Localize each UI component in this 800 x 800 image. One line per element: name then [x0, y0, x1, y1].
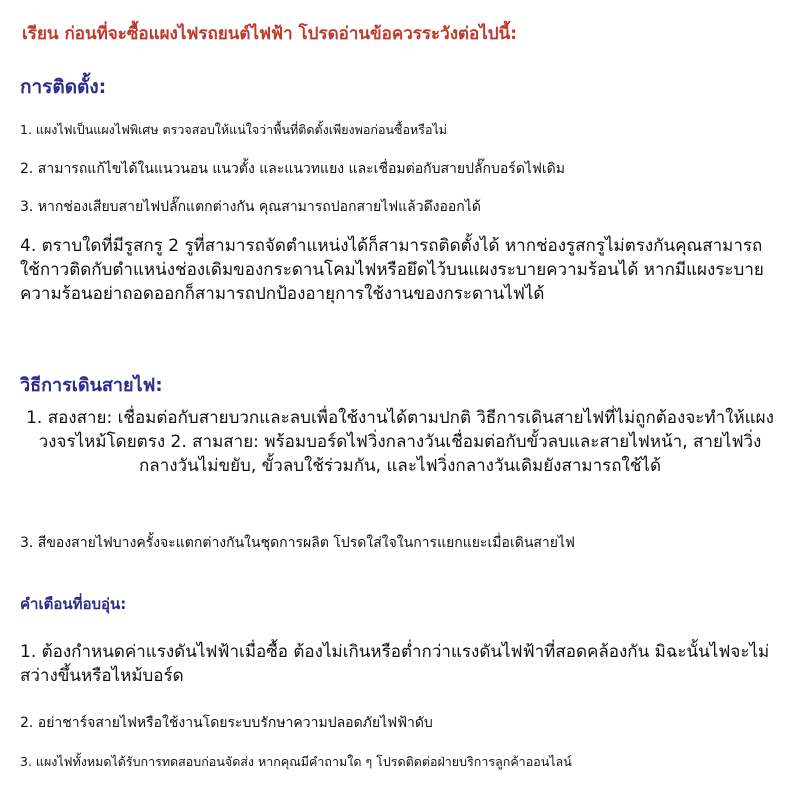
warning-item-1: 1. ต้องกำหนดค่าแรงดันไฟฟ้าเมื่อซื้อ ต้องไม่เกินหรือต่ำกว่าแรงดันไฟฟ้าที่สอดคล้องกัน มิฉะนั้นไฟจะไม่สว่างขึ้นหรือไหม้บอร์ด — [20, 642, 770, 686]
installation-item-4: 4. ตราบใดที่มีรูสกรู 2 รูที่สามารถจัดตำแหน่งได้ก็สามารถติดตั้งได้ หากช่องรูสกรูไม่ตรงกันคุณสามารถใช้กาวติดกับตำแหน่งช่องเดิมของกระดานโคมไฟหรือยึดไว้บนแผงระบายความร้อนได้ หากมีแผงระบายความร้อนอย่าถอดออกก็สามารถปกป้องอายุการใช้งานของกระดานไฟได้ — [20, 236, 764, 304]
warning-item-3: 3. แผงไฟทั้งหมดได้รับการทดสอบก่อนจัดส่ง หากคุณมีคำถามใด ๆ โปรดติดต่อฝ่ายบริการลูกค้าออนไลน์ — [20, 754, 572, 769]
wiring-item-1: 1. สองสาย: เชื่อมต่อกับสายบวกและลบเพื่อใช้งานได้ตามปกติ วิธีการเดินสายไฟที่ไม่ถูกต้องจะทำให้แผงวงจรไหม้โดยตรง 2. สามสาย: พร้อมบอร์ดไฟวิ่งกลางวันเชื่อมต่อกับขั้วลบและสายไฟหน้า, สายไฟวิ่งกลางวันไม่ขยับ, ขั้วลบใช้ร่วมกัน, และไฟวิ่งกลางวันเดิมยังสามารถใช้ได้ — [26, 408, 774, 476]
installation-item-2: 2. สามารถแก้ไขได้ในแนวนอน แนวตั้ง และแนวทแยง และเชื่อมต่อกับสายปลั๊กบอร์ดไฟเดิม — [20, 161, 565, 177]
section-heading-wiring: วิธีการเดินสายไฟ: — [20, 375, 163, 396]
page-title: เรียน ก่อนที่จะซื้อแผงไฟรถยนต์ไฟฟ้า โปรดอ่านข้อควรระวังต่อไปนี้: — [22, 24, 518, 44]
section-heading-warnings: คำเตือนที่อบอุ่น: — [20, 595, 127, 613]
installation-item-3: 3. หากช่องเสียบสายไฟปลั๊กแตกต่างกัน คุณสามารถปอกสายไฟแล้วดึงออกได้ — [20, 199, 481, 215]
warning-item-2: 2. อย่าชาร์จสายไฟหรือใช้งานโดยระบบรักษาความปลอดภัยไฟฟ้าดับ — [20, 715, 433, 731]
wiring-item-2: 3. สีของสายไฟบางครั้งจะแตกต่างกันในชุดการผลิต โปรดใส่ใจในการแยกแยะเมื่อเดินสายไฟ — [20, 535, 575, 551]
section-heading-installation: การติดตั้ง: — [20, 76, 107, 98]
installation-item-1: 1. แผงไฟเป็นแผงไฟพิเศษ ตรวจสอบให้แน่ใจว่าพื้นที่ติดตั้งเพียงพอก่อนซื้อหรือไม่ — [20, 122, 447, 137]
